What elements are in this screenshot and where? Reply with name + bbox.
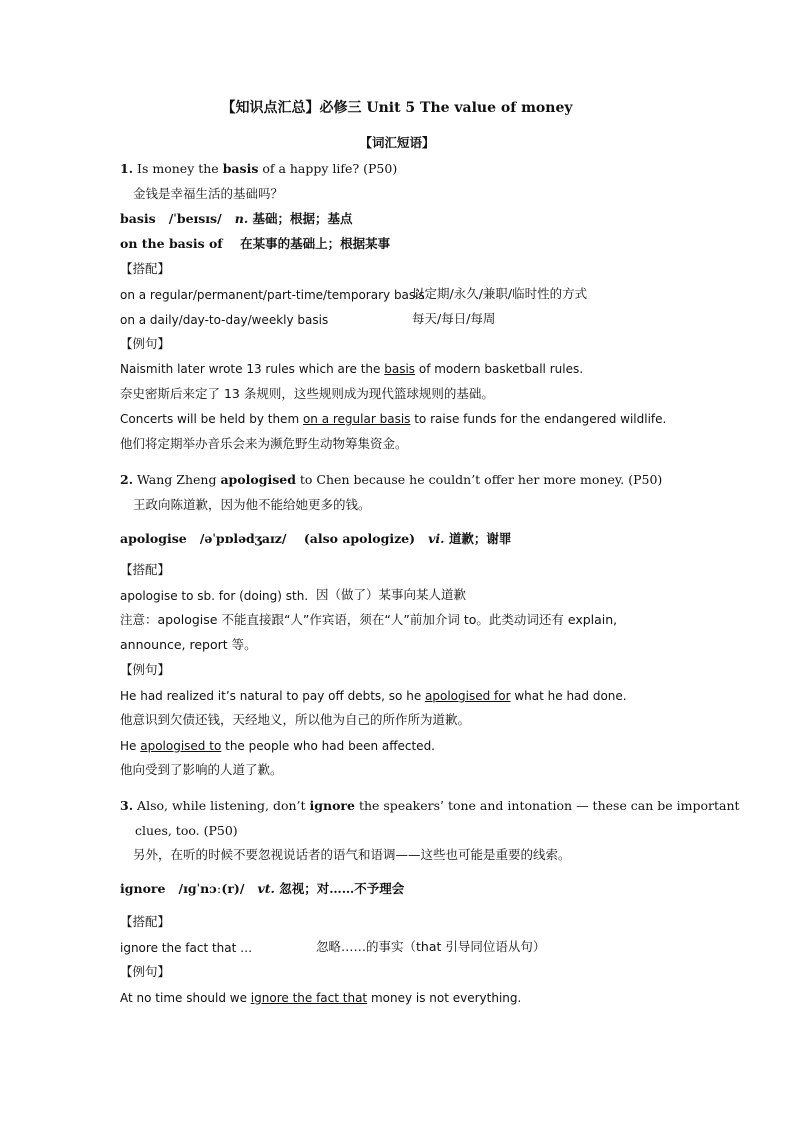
item3-word-entry (120, 881, 404, 897)
example-text: money is not everything. (367, 991, 522, 1005)
item1-example1-zh: 奈史密斯后来定了 13 条规则，这些规则成为现代篮球规则的基础。 (120, 386, 494, 401)
item2-ipa: /əˈpɒlədʒaɪz/ (199, 531, 287, 546)
item2-translation: 王政向陈道歉，因为他不能给她更多的钱。 (133, 497, 371, 512)
item2-sentence (120, 472, 662, 488)
item3-pos: vt. (257, 881, 275, 896)
item1-collocation2-en: on a daily/day-to-day/weekly basis (120, 313, 329, 327)
item1-example2 (120, 411, 666, 427)
section-heading: 【词汇短语】 (359, 135, 435, 150)
item3-sentence-part: Also, while listening, don’t (137, 798, 310, 813)
item2-collocation-tag: 【搭配】 (120, 562, 171, 577)
item3-keyword: ignore (309, 798, 355, 813)
example-text: the people who had been affected. (221, 739, 435, 753)
item3-sentence-part: the speakers’ tone and intonation — these can be important (354, 798, 740, 813)
item1-sentence-part: of a happy life? (P50) (258, 161, 398, 176)
item2-word: apologise (120, 531, 187, 546)
item1-phrase: on the basis of (120, 236, 223, 251)
example-underlined: apologised for (425, 689, 511, 703)
item2-collocation-zh: 因（做了）某事向某人道歉 (316, 587, 467, 602)
item3-ipa: /ɪɡˈnɔː(r)/ (178, 881, 245, 896)
item1-word: basis (120, 211, 156, 226)
item1-sentence-part: Is money the (137, 161, 223, 176)
example-underlined: apologised to (140, 739, 222, 753)
item3-example-tag: 【例句】 (120, 964, 171, 979)
item2-sentence-part: to Chen because he couldn’t offer her more money. (P50) (295, 472, 663, 487)
item1-sentence (120, 161, 397, 177)
item3-translation: 另外，在听的时候不要忽视说话者的语气和语调——这些也可能是重要的线索。 (133, 847, 571, 862)
item2-sentence-part: Wang Zheng (137, 472, 221, 487)
example-text: to raise funds for the endangered wildlife. (410, 412, 667, 426)
item1-phrase-meaning: 在某事的基础上；根据某事 (240, 236, 391, 251)
example-underlined: ignore the fact that (250, 991, 368, 1005)
item1-phrase-entry (120, 236, 390, 252)
item1-keyword: basis (222, 161, 259, 176)
item2-meaning: 道歉；谢罪 (448, 531, 512, 546)
item3-meaning: 忽视；对……不予理会 (279, 881, 405, 896)
item1-number: 1. (120, 161, 134, 176)
item2-example2 (120, 738, 435, 754)
item1-example-tag: 【例句】 (120, 336, 171, 351)
item1-translation: 金钱是幸福生活的基础吗？ (133, 186, 284, 201)
example-text: He had realized it’s natural to pay off debts, so he (120, 689, 426, 703)
item1-collocation1-zh: 以定期/永久/兼职/临时性的方式 (412, 286, 588, 301)
item1-collocation1-en: on a regular/permanent/part-time/temporary basis (120, 288, 425, 302)
item3-collocation-tag: 【搭配】 (120, 914, 171, 929)
example-underlined: basis (384, 362, 416, 376)
example-text: Naismith later wrote 13 rules which are the (120, 362, 385, 376)
example-underlined: on a regular basis (302, 412, 411, 426)
example-text: Concerts will be held by them (120, 412, 303, 426)
item2-alt-spelling: (also apologize) (303, 531, 416, 546)
item1-word-entry (120, 211, 353, 227)
example-text: what he had done. (510, 689, 627, 703)
page-title: 【知识点汇总】必修三 Unit 5 The value of money (221, 100, 573, 116)
example-text: of modern basketball rules. (415, 362, 584, 376)
item3-sentence-line2: clues, too. (P50) (135, 823, 238, 838)
example-text: At no time should we (120, 991, 251, 1005)
item3-collocation-en: ignore the fact that … (120, 941, 253, 955)
item3-sentence-line1 (120, 798, 740, 814)
item2-example1 (120, 688, 627, 704)
item2-number: 2. (120, 472, 134, 487)
item1-ipa: /ˈbeɪsɪs/ (168, 211, 222, 226)
item3-number: 3. (120, 798, 134, 813)
item1-collocation2-zh: 每天/每日/每周 (412, 311, 496, 326)
item1-pos: n. (234, 211, 249, 226)
item3-example1 (120, 990, 521, 1006)
item2-example2-zh: 他向受到了影响的人道了歉。 (120, 762, 283, 777)
item3-word: ignore (120, 881, 166, 896)
item1-example2-zh: 他们将定期举办音乐会来为濒危野生动物筹集资金。 (120, 436, 408, 451)
item1-collocation-tag: 【搭配】 (120, 261, 171, 276)
item1-meaning: 基础；根据；基点 (252, 211, 353, 226)
item2-note-line2: announce, report 等。 (120, 637, 257, 652)
item2-example-tag: 【例句】 (120, 662, 171, 677)
item2-example1-zh: 他意识到欠债还钱，天经地义，所以他为自己的所作所为道歉。 (120, 712, 471, 727)
item2-pos: vi. (428, 531, 445, 546)
item2-note-line1: 注意：apologise 不能直接跟“人”作宾语，须在“人”前加介词 to。此类动词还有 explain, (120, 612, 618, 627)
item2-collocation-en: apologise to sb. for (doing) sth. (120, 589, 309, 603)
item2-keyword: apologised (220, 472, 296, 487)
item3-collocation-zh: 忽略……的事实（that 引导同位语从句） (316, 939, 546, 954)
example-text: He (120, 739, 141, 753)
item1-example1 (120, 361, 583, 377)
item2-word-entry (120, 531, 511, 547)
